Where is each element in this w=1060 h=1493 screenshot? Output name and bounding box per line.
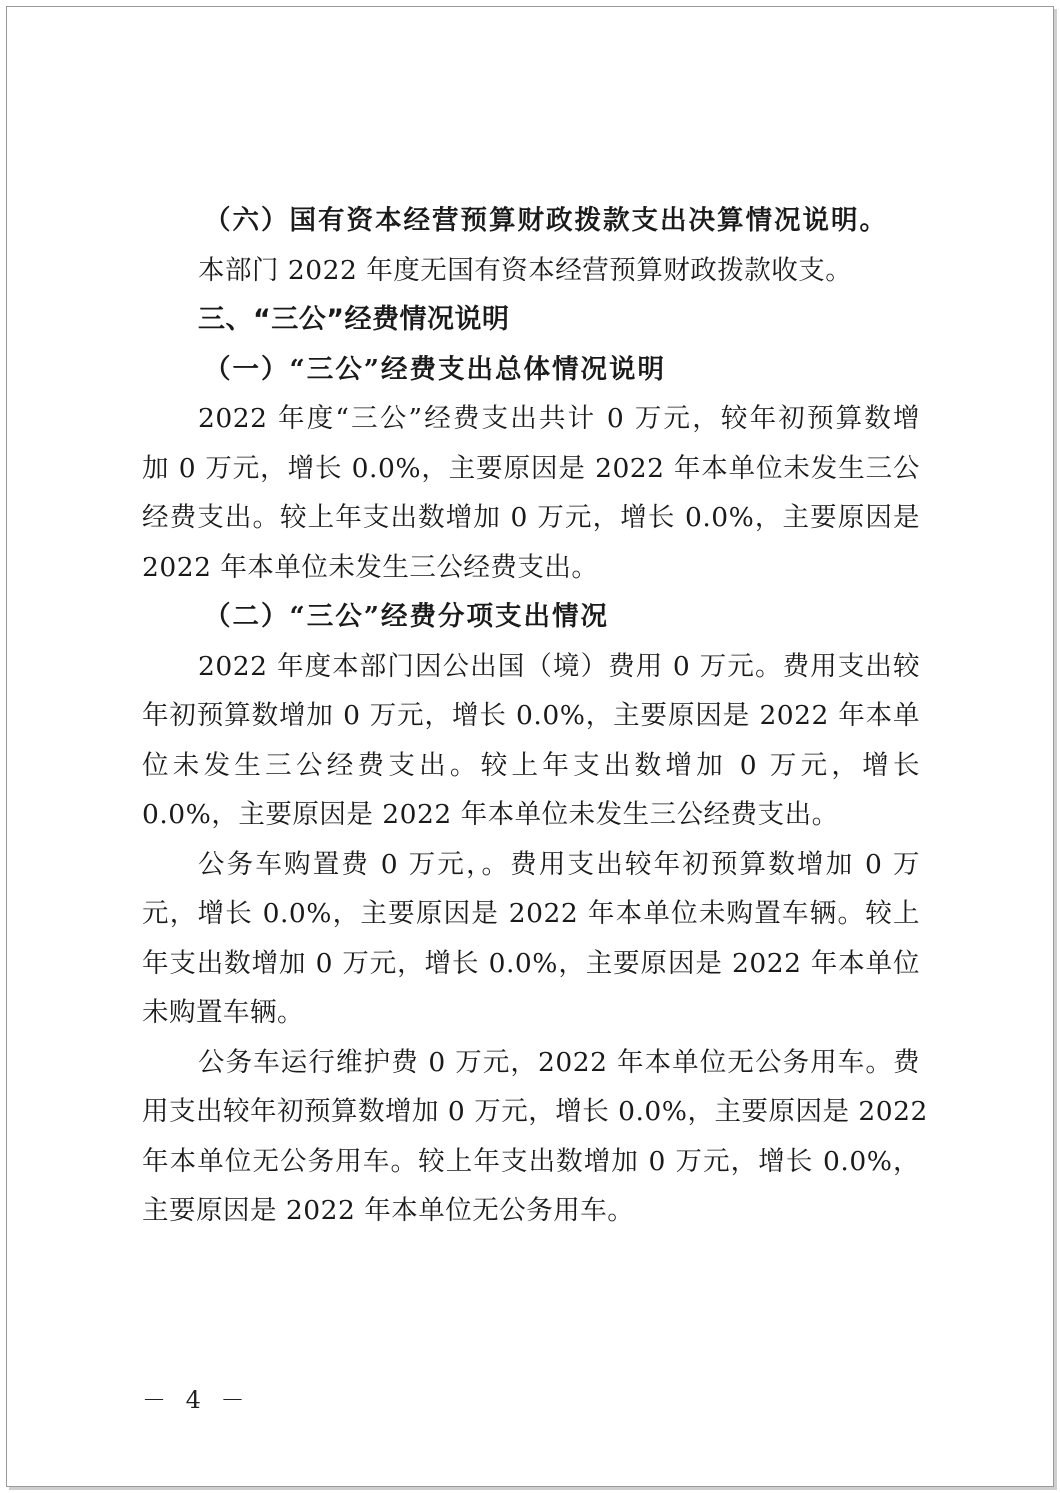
sub2-para1-line: 位未发生三公经费支出。较上年支出数增加 0 万元，增长: [142, 749, 920, 781]
sub1-heading: （一）“三公”经费支出总体情况说明: [204, 353, 666, 385]
sub2-para3-line: 主要原因是 2022 年本单位无公务用车。: [142, 1195, 635, 1226]
document-body: [142, 196, 928, 1236]
sub2-para2-line: 公务车购置费 0 万元，。费用支出较年初预算数增加 0 万: [198, 848, 920, 880]
sub2-para2-line: 未购置车辆。: [142, 997, 304, 1028]
page-number: － 4 －: [142, 1386, 251, 1414]
sub2-para3-line: 年本单位无公务用车。较上年支出数增加 0 万元，增长 0.0%，: [142, 1145, 920, 1177]
section6-body: 本部门 2022 年度无国有资本经营预算财政拨款收支。: [198, 254, 853, 286]
sub2-para2-line: 元，增长 0.0%，主要原因是 2022 年本单位未购置车辆。较上: [142, 898, 920, 929]
sub2-para1-line: 年初预算数增加 0 万元，增长 0.0%，主要原因是 2022 年本单: [142, 700, 920, 731]
sub2-para1-line: 2022 年度本部门因公出国（境）费用 0 万元。费用支出较: [198, 650, 920, 682]
sub1-line: 经费支出。较上年支出数增加 0 万元，增长 0.0%，主要原因是: [142, 502, 920, 533]
sub1-line: 2022 年度“三公”经费支出共计 0 万元，较年初预算数增: [198, 403, 920, 434]
sub2-para1-line: 0.0%，主要原因是 2022 年本单位未发生三公经费支出。: [142, 799, 839, 830]
sub1-line: 2022 年本单位未发生三公经费支出。: [142, 551, 599, 583]
sub2-para3-line: 用支出较年初预算数增加 0 万元，增长 0.0%，主要原因是 2022: [142, 1096, 928, 1127]
sub2-para2-line: 年支出数增加 0 万元，增长 0.0%，主要原因是 2022 年本单位: [142, 947, 920, 979]
sub1-line: 加 0 万元，增长 0.0%，主要原因是 2022 年本单位未发生三公: [142, 452, 920, 484]
section3-heading: 三、“三公”经费情况说明: [198, 304, 510, 335]
section6-heading: （六）国有资本经营预算财政拨款支出决算情况说明。: [204, 205, 888, 236]
sub2-heading: （二）“三公”经费分项支出情况: [204, 601, 609, 632]
sub2-para3-line: 公务车运行维护费 0 万元，2022 年本单位无公务用车。费: [198, 1046, 920, 1078]
